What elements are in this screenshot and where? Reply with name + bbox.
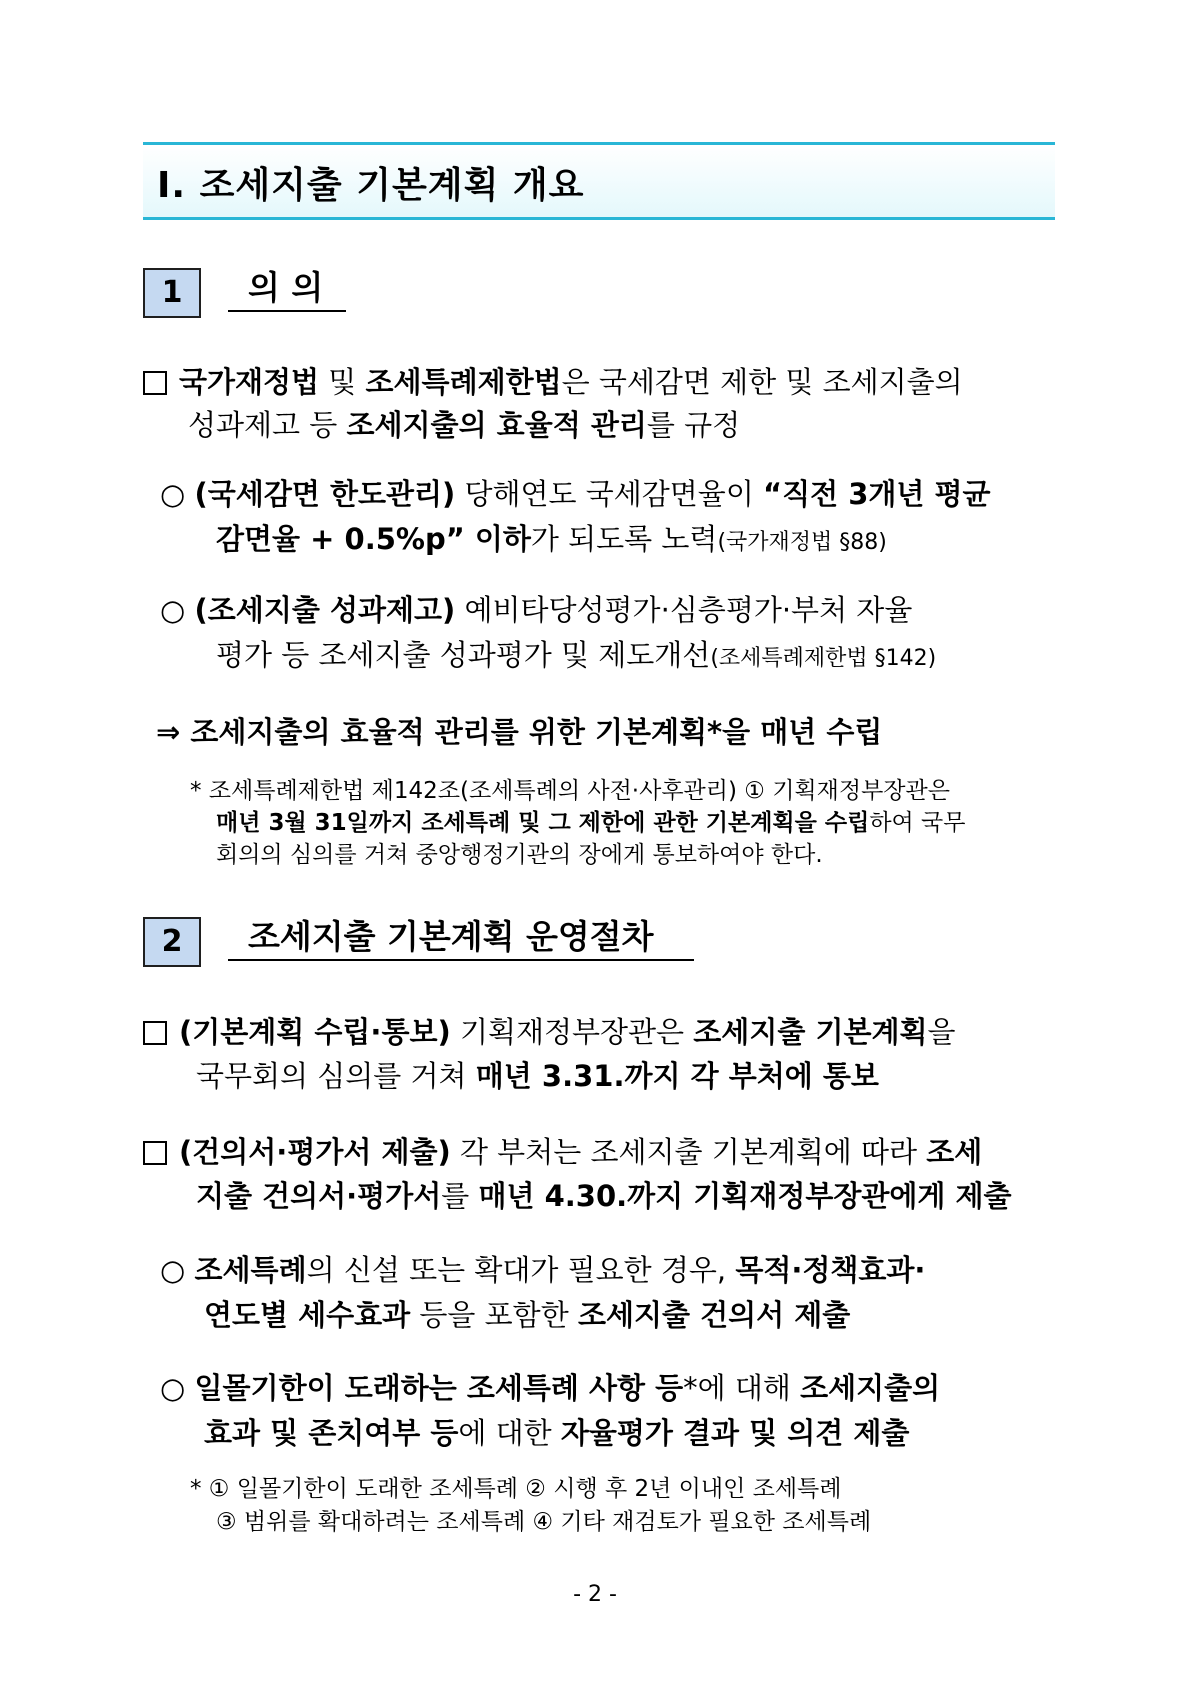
text-run: 조세특례 <box>194 1253 307 1287</box>
s1-bullet1-line1 <box>160 474 991 514</box>
text-run: (조세지출 성과제고) <box>194 593 456 627</box>
text-run: “직전 3개년 평균 <box>763 477 991 511</box>
circle-bullet-icon: ○ <box>160 1253 186 1287</box>
section-2-title: 조세지출 기본계획 운영절차 <box>228 917 694 961</box>
text-run: 국가재정법 <box>179 365 320 399</box>
s1-para1-line1 <box>143 362 963 402</box>
s1-para1-line2 <box>188 405 740 445</box>
text-run: 에 대한 <box>458 1416 561 1450</box>
text-run: 매년 4.30.까지 기획재정부장관에게 제출 <box>478 1179 1012 1213</box>
s1-bullet2-line1 <box>160 590 912 630</box>
text-run: 지출 건의서·평가서 <box>196 1179 442 1213</box>
text-run: 조세 <box>926 1135 983 1169</box>
text-run: 조세지출의 효율적 관리 <box>346 408 647 442</box>
s2-bullet2-line2 <box>204 1413 909 1453</box>
text-run: 당해연도 국세감면율이 <box>455 477 764 511</box>
circle-bullet-icon: ○ <box>160 593 186 627</box>
text-run: *에 대해 <box>683 1371 801 1405</box>
circle-bullet-icon: ○ <box>160 477 186 511</box>
text-run: 평가 등 조세지출 성과평가 및 제도개선 <box>216 638 711 672</box>
text-run: (국세감면 한도관리) <box>194 477 456 511</box>
s2-para2-line1 <box>143 1132 982 1172</box>
text-run: 연도별 세수효과 <box>204 1298 411 1332</box>
text-run: (국가재정법 §88) <box>717 530 887 555</box>
square-bullet-icon <box>143 1141 167 1165</box>
text-run: 일몰기한이 도래하는 조세특례 사항 등 <box>194 1371 684 1405</box>
s1-arrow-line: ⇒ 조세지출의 효율적 관리를 위한 기본계획*을 매년 수립 <box>156 715 883 749</box>
section-1-title: 의 의 <box>228 268 346 312</box>
s1-footnote-line1: * 조세특례제한법 제142조(조세특례의 사전·사후관리) ① 기획재정부장관은 <box>190 778 950 804</box>
s2-para1-line2 <box>196 1056 879 1096</box>
text-run: 각 부처는 조세지출 기본계획에 따라 <box>450 1135 927 1169</box>
text-run: 등을 포함한 <box>410 1298 578 1332</box>
s2-para2-line2 <box>196 1176 1012 1216</box>
text-run: 조세지출 기본계획 <box>693 1015 928 1049</box>
text-run: 조세지출 건의서 제출 <box>577 1298 851 1332</box>
square-bullet-icon <box>143 1021 167 1045</box>
s2-footnote-line2: ③ 범위를 확대하려는 조세특례 ④ 기타 재검토가 필요한 조세특례 <box>216 1509 872 1535</box>
main-header-bar <box>143 142 1055 220</box>
text-run: 기획재정부장관은 <box>450 1015 694 1049</box>
s1-bullet2-line2 <box>216 635 936 679</box>
text-run: 조세특례제한법 <box>365 365 562 399</box>
text-run: (기본계획 수립·통보) <box>179 1015 451 1049</box>
text-run: (조세특례제한법 §142) <box>710 646 937 671</box>
square-bullet-icon <box>143 371 167 395</box>
text-run: 를 <box>441 1179 479 1213</box>
s2-bullet1-line1 <box>160 1250 925 1290</box>
text-run: 를 규정 <box>646 408 741 442</box>
page-number: - 2 - <box>573 1582 617 1607</box>
text-run: 조세지출의 <box>800 1371 941 1405</box>
text-run: 매년 3.31.까지 각 부처에 통보 <box>475 1059 879 1093</box>
text-run: 효과 및 존치여부 등 <box>204 1416 459 1450</box>
main-header-title: Ⅰ. 조세지출 기본계획 개요 <box>157 165 585 206</box>
text-run: (건의서·평가서 제출) <box>179 1135 451 1169</box>
s2-para1-line1 <box>143 1012 956 1052</box>
s2-bullet2-line1 <box>160 1368 940 1408</box>
text-run: 을 <box>927 1015 956 1049</box>
section-2-number: 2 <box>143 917 201 967</box>
text-run: 예비타당성평가·심층평가·부처 자율 <box>455 593 913 627</box>
s2-bullet1-line2 <box>204 1295 850 1335</box>
text-run: 성과제고 등 <box>188 408 347 442</box>
text-run: 감면율 + 0.5%p” 이하 <box>216 522 531 556</box>
text-run: 및 <box>319 365 366 399</box>
text-run: 국무회의 심의를 거쳐 <box>196 1059 476 1093</box>
s1-footnote-line3: 회의의 심의를 거쳐 중앙행정기관의 장에게 통보하여야 한다. <box>216 842 823 868</box>
s1-footnote-line2: 매년 3월 31일까지 조세특례 및 그 제한에 관한 기본계획을 수립하여 국무 <box>216 810 966 836</box>
s2-footnote-line1: * ① 일몰기한이 도래한 조세특례 ② 시행 후 2년 이내인 조세특례 <box>190 1476 842 1502</box>
circle-bullet-icon: ○ <box>160 1371 186 1405</box>
text-run: 의 신설 또는 확대가 필요한 경우, <box>306 1253 736 1287</box>
text-run: 은 국세감면 제한 및 조세지출의 <box>561 365 963 399</box>
text-run: 자율평가 결과 및 의견 제출 <box>560 1416 910 1450</box>
text-run: 목적·정책효과· <box>735 1253 926 1287</box>
s1-bullet1-line2 <box>216 519 887 563</box>
section-1-number: 1 <box>143 268 201 318</box>
text-run: 가 되도록 노력 <box>530 522 718 556</box>
